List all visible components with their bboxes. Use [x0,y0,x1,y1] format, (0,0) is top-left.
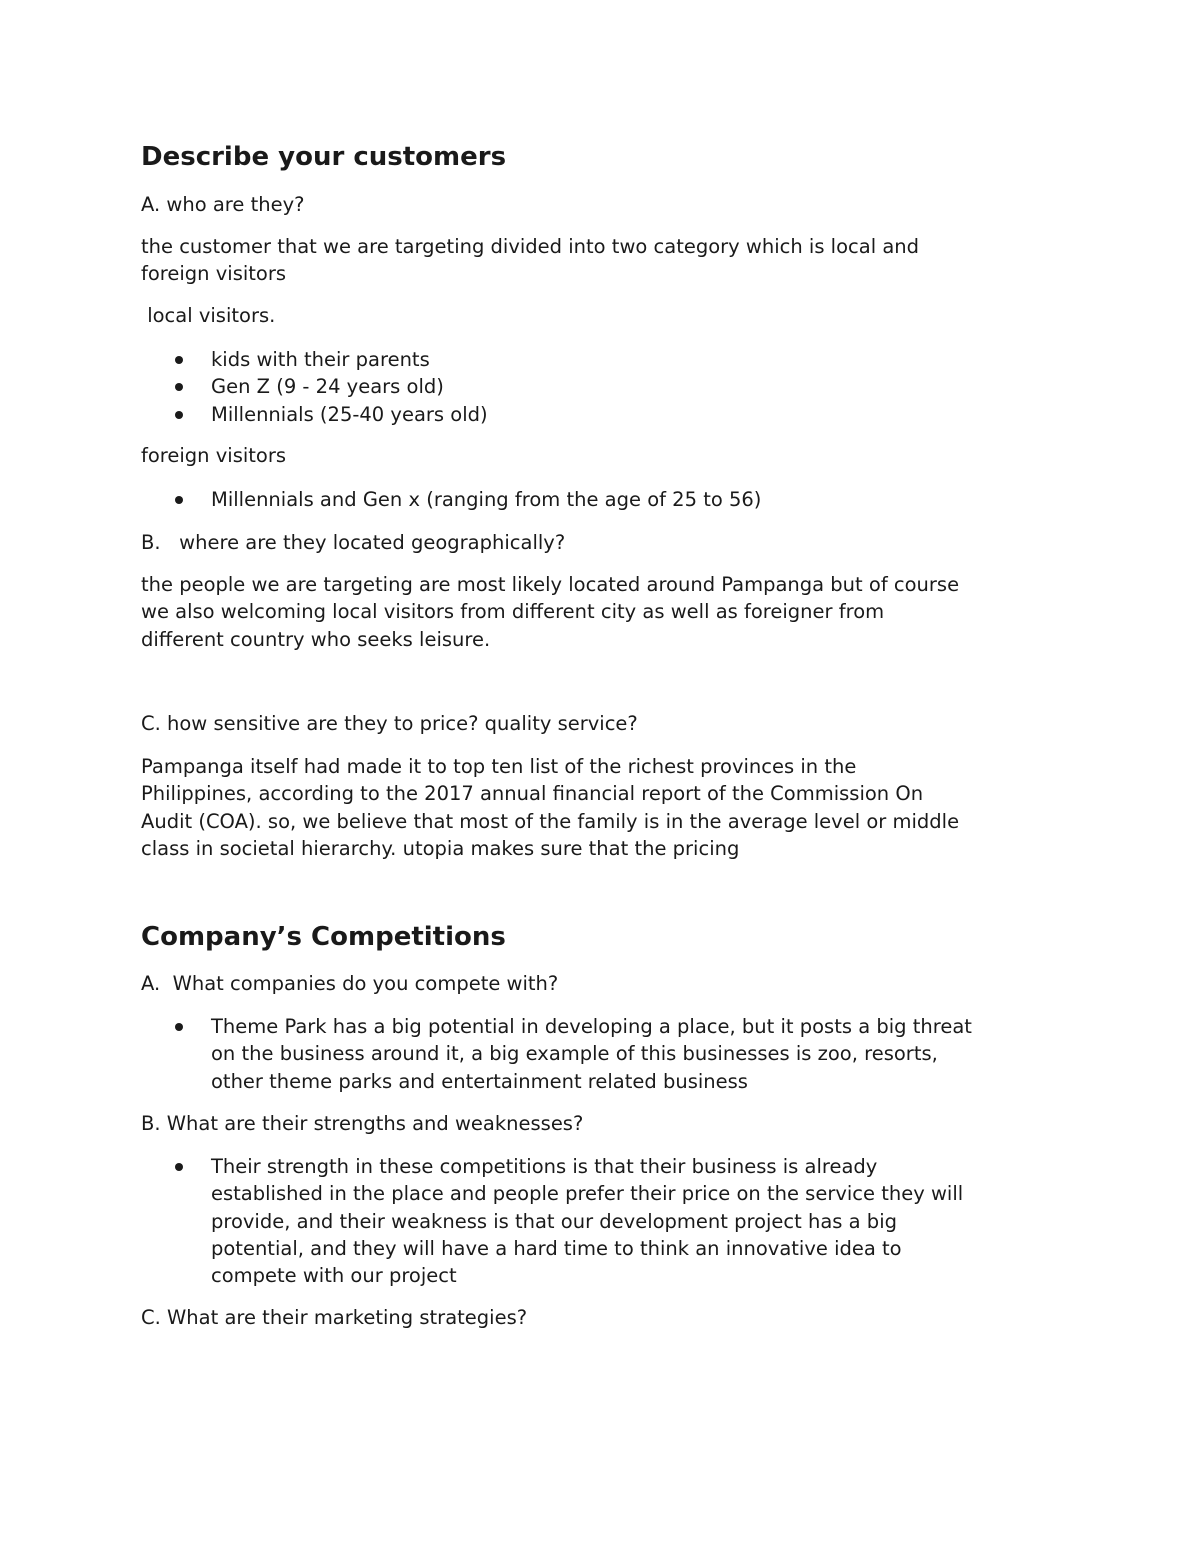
answer-c-price: Pampanga itself had made it to top ten list of the richest provinces in the Philippines, according to the 2017 annual financial report of the Commission On Audit (COA). so, we believe that most of the family is in the average level or middle class in societal hierarchy. utopia makes sure that the pricing [141,755,960,860]
question-c-marketing: C. What are their marketing strategies? [141,1306,528,1329]
local-visitors-list [141,346,488,428]
foreign-visitors-label: foreign visitors [141,444,287,467]
bullet-icon [175,356,183,364]
bullet-icon [175,496,183,504]
list-item: Gen Z (9 - 24 years old) [141,373,488,400]
foreign-visitors-list [141,486,761,513]
strengths-list [141,1153,963,1289]
list-item: kids with their parents [141,346,488,373]
list-item: Millennials (25-40 years old) [141,401,488,428]
bullet-icon [175,383,183,391]
question-a-competitors: A. What companies do you compete with? [141,972,559,995]
question-b-strengths: B. What are their strengths and weaknesses? [141,1112,584,1135]
answer-b-location: the people we are targeting are most likely located around Pampanga but of course we also welcoming local visitors from different city as well as foreigner from different country who seeks leisure. [141,573,960,651]
list-item: Millennials and Gen x (ranging from the age of 25 to 56) [141,486,761,513]
bullet-icon [175,1023,183,1031]
section-heading-customers: Describe your customers [141,142,507,172]
list-item: Theme Park has a big potential in developing a place, but it posts a big threat on the business around it, a big example of this businesses is zoo, resorts, other theme parks and entertainment related business [141,1013,972,1095]
question-b-location: B. where are they located geographically? [141,531,566,554]
section-heading-competitions: Company’s Competitions [141,922,506,952]
local-visitors-label: local visitors. [141,304,276,327]
question-c-price: C. how sensitive are they to price? quality service? [141,712,638,735]
competitors-list [141,1013,972,1095]
list-item: Their strength in these competitions is that their business is already established in the place and people prefer their price on the service they will provide, and their weakness is that our development project has a big potential, and they will have a hard time to think an innovative idea to compete with our project [141,1153,963,1289]
bullet-icon [175,1163,183,1171]
answer-a-intro: the customer that we are targeting divided into two category which is local and foreign visitors [141,235,920,286]
bullet-icon [175,411,183,419]
question-a-who: A. who are they? [141,193,305,216]
